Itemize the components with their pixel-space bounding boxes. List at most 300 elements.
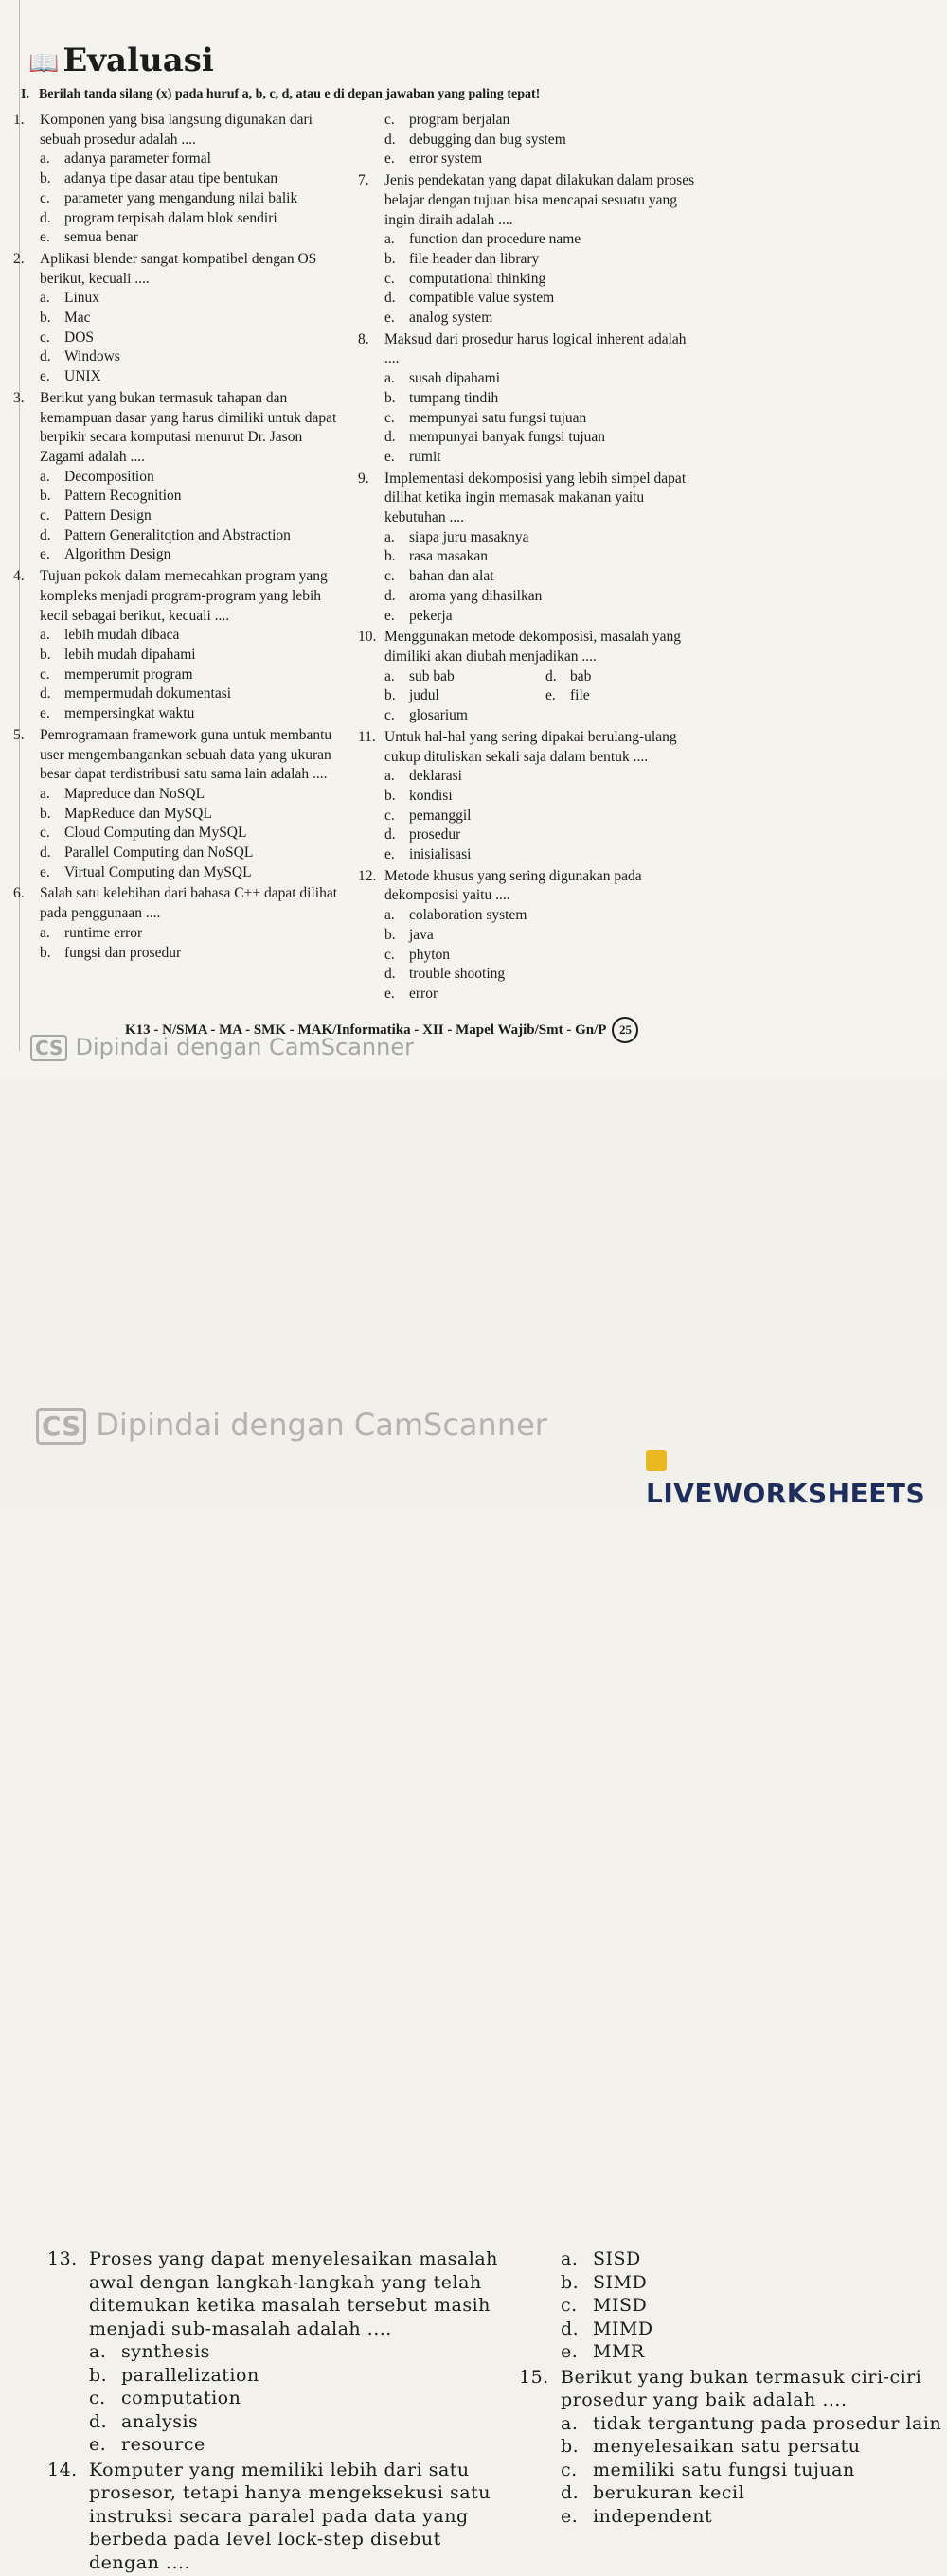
page-number: 25 [612,1017,638,1043]
option-letter: b. [384,686,409,706]
option-letter: b. [89,2364,121,2388]
answer-option [358,270,699,290]
question-text: Salah satu kelebihan dari bahasa C++ dapat dilihat pada penggunaan .... [40,884,345,923]
option-text: Parallel Computing dan NoSQL [64,844,253,863]
answer-option [13,506,345,526]
answer-option [358,409,699,429]
option-letter: a. [384,667,409,687]
answer-option [13,626,345,646]
option-text: Windows [64,347,120,367]
option-letter: d. [384,965,409,985]
question-text: Proses yang dapat menyelesaikan masalah awal dengan langkah-langkah yang telah ditemukan ketika masalah tersebut masih menjadi sub-masalah adalah .... [89,2247,502,2340]
option-text: bahan dan alat [409,567,494,587]
answer-option [13,684,345,704]
option-letter: a. [40,626,64,646]
option-letter: c. [384,807,409,826]
option-letter: a. [384,767,409,787]
option-text: deklarasi [409,767,462,787]
option-letter: e. [384,607,409,627]
option-text: berukuran kecil [593,2481,744,2505]
question-text: Aplikasi blender sangat kompatibel dengan OS berikut, kecuali .... [40,250,345,289]
option-letter: c. [384,946,409,966]
question-text: Berikut yang bukan termasuk ciri-ciri prosedur yang baik adalah .... [561,2366,945,2412]
option-text: mempunyai banyak fungsi tujuan [409,428,605,448]
option-letter: b. [40,487,64,506]
question-number: 15. [519,2366,561,2412]
answer-option [13,805,345,825]
answer-option [47,2364,502,2388]
answer-option [13,487,345,506]
option-text: resource [121,2433,205,2457]
answer-option [13,924,345,944]
answer-option [519,667,699,687]
option-text: parameter yang mengandung nilai balik [64,189,297,209]
option-text: file [570,686,590,706]
option-letter: e. [40,545,64,565]
option-text: aroma yang dihasilkan [409,587,542,607]
option-letter: b. [40,309,64,329]
option-letter: d. [40,347,64,367]
answer-option [13,289,345,309]
option-letter: a. [40,785,64,805]
option-letter: b. [384,926,409,946]
option-letter: e. [40,367,64,387]
option-letter: d. [561,2318,593,2341]
option-text: analog system [409,309,492,329]
question-text: Untuk hal-hal yang sering dipakai berulang-ulang cukup dituliskan sekali saja dalam bentuk .... [384,728,699,767]
option-letter: d. [384,289,409,309]
option-text: Virtual Computing dan MySQL [64,863,252,883]
option-text: error [409,985,438,1004]
option-letter: c. [40,506,64,526]
answer-option [13,150,345,169]
question-number: 3. [13,389,40,468]
question-number: 7. [358,171,384,230]
option-text: Pattern Generalitqtion and Abstraction [64,526,291,546]
answer-option [13,545,345,565]
question-text: Tujuan pokok dalam memecahkan program yang kompleks menjadi program-program yang lebih kecil sebagai berikut, kecuali .... [40,567,345,626]
answer-option [358,428,699,448]
answer-option [358,667,519,687]
option-letter: e. [384,150,409,169]
question-block [13,389,345,567]
answer-option [358,767,699,787]
option-text: Pattern Design [64,506,152,526]
answer-option [13,367,345,387]
option-text: independent [593,2505,712,2529]
section-number: I. [21,87,29,101]
option-text: runtime error [64,924,142,944]
question-block [13,111,345,250]
option-letter: c. [384,409,409,429]
question-text: Pemrogramaan framework guna untuk membantu user mengembangankan sebuah data yang ukuran besar dapat terdistribusi satu sama lain adalah .... [40,726,345,785]
option-text: Mac [64,309,91,329]
option-letter: a. [89,2340,121,2364]
spacer [13,963,345,965]
option-text: judul [409,686,439,706]
question-number: 1. [13,111,40,150]
answer-options [358,528,699,627]
question-number: 14. [47,2459,89,2575]
liveworksheets-watermark: LIVEWORKSHEETS [646,1447,947,1509]
option-text: computational thinking [409,270,545,290]
option-letter: a. [384,230,409,250]
answer-option [47,2387,502,2410]
option-letter: e. [40,704,64,724]
answer-option [519,2459,945,2482]
answer-option [358,369,699,389]
answer-option [13,468,345,488]
option-text: java [409,926,434,946]
question [358,867,699,906]
question-number: 4. [13,567,40,626]
answer-option [358,150,699,169]
option-letter: a. [561,2412,593,2436]
option-letter: d. [545,667,570,687]
option-letter: d. [40,844,64,863]
option-text: semua benar [64,228,138,248]
answer-option [519,2340,945,2364]
answer-option [13,704,345,724]
option-text: mempunyai satu fungsi tujuan [409,409,586,429]
option-letter: b. [384,787,409,807]
answer-option [358,448,699,468]
answer-option [519,2481,945,2505]
answer-options [13,468,345,566]
option-text: memperumit program [64,666,193,685]
camscanner-logo-icon: CS [36,1408,86,1445]
option-letter: e. [384,985,409,1004]
question-block [358,111,699,171]
option-text: debugging dan bug system [409,131,566,151]
answer-option [358,906,699,926]
open-book-icon: 📖 [28,49,59,78]
question [358,628,699,666]
left-question-column-2 [47,2247,502,2576]
answer-option [519,686,699,706]
liveworksheets-logo-icon [646,1450,667,1471]
option-letter: e. [384,448,409,468]
option-letter: c. [40,666,64,685]
option-letter: c. [384,567,409,587]
answer-option [358,528,699,548]
question [13,250,345,289]
option-letter: e. [40,863,64,883]
answer-option [358,309,699,329]
answer-option [13,309,345,329]
option-text: program terpisah dalam blok sendiri [64,209,277,229]
option-text: tidak tergantung pada prosedur lain [593,2412,941,2436]
question-number: 13. [47,2247,89,2340]
option-text: Pattern Recognition [64,487,182,506]
option-text: MapReduce dan MySQL [64,805,212,825]
answer-option [358,250,699,270]
answer-option [13,646,345,666]
option-text: pemanggil [409,807,471,826]
answer-options [13,785,345,883]
answer-options [519,2247,945,2364]
option-text: Mapreduce dan NoSQL [64,785,205,805]
answer-option [13,189,345,209]
answer-option [519,2318,945,2341]
page-25 [0,0,947,1079]
question [47,2459,502,2575]
option-text: MISD [593,2294,647,2318]
option-text: mempermudah dokumentasi [64,684,231,704]
option-letter: e. [384,845,409,865]
question-text: Maksud dari prosedur harus logical inherent adalah .... [384,330,699,369]
option-letter: e. [545,686,570,706]
question [358,330,699,369]
answer-options [519,2412,945,2529]
option-letter: a. [40,468,64,488]
option-text: Algorithm Design [64,545,170,565]
option-text: bab [570,667,591,687]
answer-option [358,686,519,706]
option-letter: c. [40,824,64,844]
answer-options [13,289,345,387]
section-title: 📖 Evaluasi [28,42,214,80]
question-block [358,330,699,470]
answer-options [13,150,345,248]
option-letter: b. [384,547,409,567]
answer-option [519,2412,945,2436]
answer-option [358,389,699,409]
option-letter: d. [384,428,409,448]
answer-option [47,2410,502,2434]
question-number: 8. [358,330,384,369]
option-letter: c. [384,111,409,131]
option-letter: d. [384,131,409,151]
option-letter: b. [561,2435,593,2459]
answer-option [47,2433,502,2457]
question [358,728,699,767]
answer-option [358,230,699,250]
answer-option [358,547,699,567]
option-text: Decomposition [64,468,154,488]
footer-text: K13 - N/SMA - MA - SMK - MAK/Informatika - XII - Mapel Wajib/Smt - Gn/P [125,1022,606,1038]
question-number: 6. [13,884,40,923]
option-text: parallelization [121,2364,259,2388]
question-block [47,2247,502,2459]
option-text: Linux [64,289,99,309]
question-block [519,2247,945,2366]
option-letter: b. [40,169,64,189]
option-text: sub bab [409,667,455,687]
right-question-column-2 [519,2247,945,2530]
option-letter: a. [40,924,64,944]
answer-option [358,131,699,151]
option-text: SIMD [593,2271,647,2295]
option-letter: c. [384,270,409,290]
question-text: Metode khusus yang sering digunakan pada dekomposisi yaitu .... [384,867,699,906]
option-text: MIMD [593,2318,653,2341]
question-block [13,567,345,726]
question-block [358,728,699,867]
right-question-column [358,111,699,1006]
question-block [13,250,345,389]
answer-option [519,2271,945,2295]
option-letter: a. [40,289,64,309]
option-letter: b. [40,646,64,666]
answer-option [358,607,699,627]
option-text: pekerja [409,607,453,627]
option-letter: b. [40,805,64,825]
option-text: susah dipahami [409,369,500,389]
question-number: 10. [358,628,384,666]
answer-option [13,844,345,863]
option-text: analysis [121,2410,198,2434]
instruction-text: Berilah tanda silang (x) pada huruf a, b, c, d, atau e di depan jawaban yang paling tepat! [39,87,540,101]
question-number: 2. [13,250,40,289]
option-text: DOS [64,329,94,348]
answer-option [358,826,699,845]
option-letter: d. [40,684,64,704]
option-letter: b. [40,944,64,964]
option-letter: d. [40,526,64,546]
option-text: mempersingkat waktu [64,704,194,724]
answer-option [358,587,699,607]
question-block [13,726,345,885]
answer-option [13,526,345,546]
option-text: SISD [593,2247,641,2271]
option-letter: d. [384,826,409,845]
option-text: UNIX [64,367,101,387]
answer-options [358,906,699,1004]
question-text: Jenis pendekatan yang dapat dilakukan dalam proses belajar dengan tujuan bisa mencapai sesuatu yang ingin diraih adalah .... [384,171,699,230]
question [47,2247,502,2340]
question-number: 11. [358,728,384,767]
option-letter: a. [384,528,409,548]
answer-option [13,169,345,189]
question-number: 12. [358,867,384,906]
answer-option [358,787,699,807]
option-text: program berjalan [409,111,509,131]
option-text: lebih mudah dibaca [64,626,179,646]
answer-option [358,807,699,826]
answer-options [358,230,699,329]
option-letter: d. [384,587,409,607]
option-text: siapa juru masaknya [409,528,529,548]
option-letter: e. [40,228,64,248]
answer-option [358,926,699,946]
question-number: 9. [358,470,384,528]
option-text: adanya tipe dasar atau tipe bentukan [64,169,277,189]
option-text: lebih mudah dipahami [64,646,196,666]
question-text: Menggunakan metode dekomposisi, masalah yang dimiliki akan diubah menjadikan .... [384,628,699,666]
answer-option [13,666,345,685]
option-text: memiliki satu fungsi tujuan [593,2459,855,2482]
option-letter: a. [384,369,409,389]
answer-option [13,209,345,229]
spacer [519,2528,945,2530]
option-text: fungsi dan prosedur [64,944,181,964]
answer-options [47,2340,502,2457]
option-text: error system [409,150,482,169]
option-text: computation [121,2387,241,2410]
option-text: rasa masakan [409,547,488,567]
answer-option [519,2505,945,2529]
option-letter: e. [561,2505,593,2529]
option-letter: c. [561,2294,593,2318]
answer-options [358,767,699,865]
option-letter: d. [40,209,64,229]
question [358,470,699,528]
instruction [21,87,540,102]
question [13,726,345,785]
answer-option [519,2247,945,2271]
option-letter: e. [561,2340,593,2364]
answer-option [358,567,699,587]
option-text: prosedur [409,826,460,845]
question-block [358,171,699,330]
option-text: inisialisasi [409,845,471,865]
question [13,389,345,468]
answer-option [13,785,345,805]
answer-option [47,2340,502,2364]
question-text: Implementasi dekomposisi yang lebih simpel dapat dilihat ketika ingin memasak makanan yaitu kebutuhan .... [384,470,699,528]
question-text: Komponen yang bisa langsung digunakan dari sebuah prosedur adalah .... [40,111,345,150]
question-block [13,884,345,965]
option-text: tumpang tindih [409,389,498,409]
answer-option [13,347,345,367]
left-question-column [13,111,345,965]
question [13,567,345,626]
question-block [519,2366,945,2531]
question [358,171,699,230]
option-letter: a. [384,906,409,926]
question-block [47,2459,502,2576]
answer-option [358,706,519,726]
option-letter: c. [561,2459,593,2482]
option-text: MMR [593,2340,645,2364]
answer-options [358,111,699,169]
option-letter: c. [40,189,64,209]
option-text: Cloud Computing dan MySQL [64,824,246,844]
scanner-watermark: CS Dipindai dengan CamScanner [30,1034,414,1061]
scanner-watermark-2: CS Dipindai dengan CamScanner [36,1407,547,1445]
option-letter: b. [384,250,409,270]
option-text: kondisi [409,787,453,807]
option-text: phyton [409,946,450,966]
answer-option [358,845,699,865]
answer-option [358,289,699,309]
option-letter: a. [561,2247,593,2271]
answer-option [13,329,345,348]
answer-options [13,626,345,724]
question [13,884,345,923]
option-letter: c. [40,329,64,348]
option-text: colaboration system [409,906,527,926]
option-text: menyelesaikan satu persatu [593,2435,861,2459]
question-block [358,470,699,629]
option-text: function dan procedure name [409,230,581,250]
question [13,111,345,150]
question [519,2366,945,2412]
answer-option [13,824,345,844]
option-letter: e. [89,2433,121,2457]
option-letter: b. [384,389,409,409]
question-text: Komputer yang memiliki lebih dari satu prosesor, tetapi hanya mengeksekusi satu instruksi secara paralel pada data yang berbeda pada level lock-step disebut dengan .... [89,2459,502,2575]
question-text: Berikut yang bukan termasuk tahapan dan kemampuan dasar yang harus dimiliki untuk dapat berpikir secara komputasi menurut Dr. Jason Zagami adalah .... [40,389,345,468]
option-text: glosarium [409,706,468,726]
option-text: rumit [409,448,441,468]
answer-option [358,946,699,966]
answer-option [358,965,699,985]
option-text: compatible value system [409,289,554,309]
question-number: 5. [13,726,40,785]
option-letter: b. [561,2271,593,2295]
